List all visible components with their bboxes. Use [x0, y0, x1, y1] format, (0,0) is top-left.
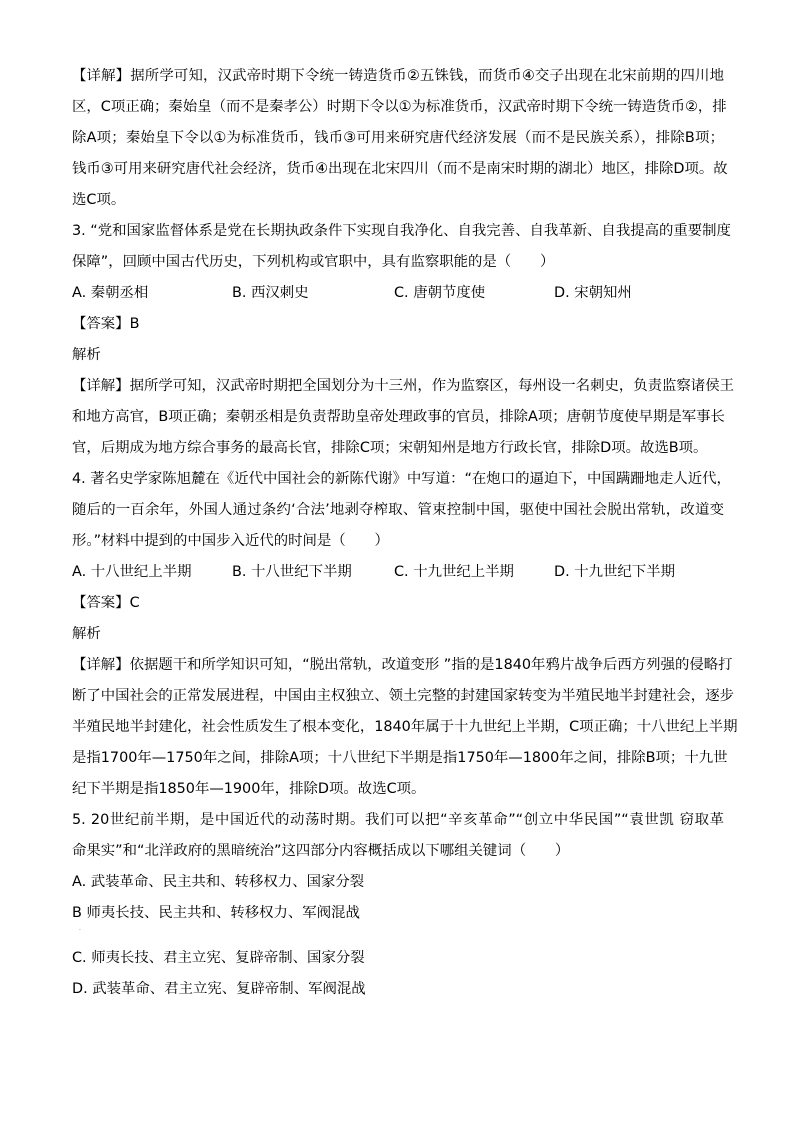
- q3-stem-line-1: 3. “党和国家监督体系是党在长期执政条件下实现自我净化、自我完善、自我革新、自我提高的重要制度: [72, 223, 731, 239]
- q2-explanation-line-5: 选C项。: [72, 192, 126, 208]
- q2-explanation-line-4: 钱币③可用来研究唐代社会经济，货币④出现在北宋四川（而不是南宋时期的湖北）地区，排除D项。故: [72, 161, 728, 177]
- q4-stem-line-3: 形。”材料中提到的中国步入近代的时间是（ ）: [72, 533, 389, 549]
- q4-options: [72, 562, 712, 582]
- q4-answer: 【答案】C: [72, 595, 140, 611]
- q5-option-b: B 师夷长技、民主共和、转移权力、军阀混战: [72, 905, 360, 921]
- q3-analysis-heading: 解析: [72, 347, 101, 363]
- q5-option-d: D. 武装革命、君主立宪、复辟帝制、军阀混战: [72, 981, 366, 997]
- q4-analysis-heading: 解析: [72, 626, 101, 642]
- q4-option-d: D. 十九世纪下半期: [554, 564, 675, 580]
- q4-option-a: A. 十八世纪上半期: [72, 564, 192, 580]
- q4-option-b: B. 十八世纪下半期: [232, 564, 352, 580]
- q4-explanation-line-4: 是指1700年—1750年之间，排除A项；十八世纪下半期是指1750年—1800年之间，排除B项；十九世: [72, 750, 728, 766]
- q2-explanation-line-2: 区，C项正确；秦始皇（而不是秦孝公）时期下令以①为标准货币，汉武帝时期下令统一铸造货币②，排: [72, 99, 727, 115]
- q3-option-b: B. 西汉刺史: [232, 285, 309, 301]
- stray-mark: ·: [79, 927, 81, 934]
- q3-explanation-line-2: 和地方高官，B项正确；秦朝丞相是负责帮助皇帝处理政事的官员，排除A项；唐朝节度使早期是军事长: [72, 409, 725, 425]
- q4-explanation-line-3: 半殖民地半封建化，社会性质发生了根本变化，1840年属于十九世纪上半期，C项正确；十八世纪上半期: [72, 719, 738, 735]
- q5-stem-line-1: 5. 20世纪前半期，是中国近代的动荡时期。我们可以把“辛亥革命”“创立中华民国”“袁世凯 窃取革: [72, 812, 724, 828]
- q4-option-c: C. 十九世纪上半期: [394, 564, 514, 580]
- q3-option-c: C. 唐朝节度使: [394, 285, 486, 301]
- q3-stem-line-2: 保障”，回顾中国古代历史，下列机构或官职中，具有监察职能的是（ ）: [72, 254, 555, 270]
- q3-explanation-line-1: 【详解】据所学可知，汉武帝时期把全国划分为十三州，作为监察区，每州设一名刺史，负责监察诸侯王: [72, 378, 734, 394]
- q5-option-a: A. 武装革命、民主共和、转移权力、国家分裂: [72, 874, 365, 890]
- q4-stem-line-2: 随后的一百余年，外国人通过条约‘合法’地剥夺榨取、管束控制中国，驱使中国社会脱出常轨，改道变: [72, 502, 724, 518]
- q2-explanation-line-1: 【详解】据所学可知，汉武帝时期下令统一铸造货币②五铢钱，而货币④交子出现在北宋前期的四川地: [72, 68, 724, 84]
- q5-stem-line-2: 命果实”和“北洋政府的黑暗统治”这四部分内容概括成以下哪组关键词（ ）: [72, 843, 570, 859]
- q3-options: [72, 283, 712, 303]
- q3-option-d: D. 宋朝知州: [554, 285, 632, 301]
- q5-option-c: C. 师夷长技、君主立宪、复辟帝制、国家分裂: [72, 950, 365, 966]
- q4-explanation-line-1: 【详解】依据题干和所学知识可知，“脱出常轨，改道变形 ”指的是1840年鸦片战争后西方列强的侵略打: [72, 657, 733, 673]
- q4-explanation-line-5: 纪下半期是指1850年—1900年，排除D项。故选C项。: [72, 781, 426, 797]
- q3-option-a: A. 秦朝丞相: [72, 285, 149, 301]
- q4-explanation-line-2: 断了中国社会的正常发展进程，中国由主权独立、领土完整的封建国家转变为半殖民地半封建社会，逐步: [72, 688, 734, 704]
- q2-explanation-line-3: 除A项；秦始皇下令以①为标准货币，钱币③可用来研究唐代经济发展（而不是民族关系），排除B项；: [72, 130, 724, 146]
- q4-stem-line-1: 4. 著名史学家陈旭麓在《近代中国社会的新陈代谢》中写道：“在炮口的逼迫下，中国蹒跚地走人近代，: [72, 471, 731, 487]
- q3-answer: 【答案】B: [72, 316, 140, 332]
- q3-explanation-line-3: 官，后期成为地方综合事务的最高长官，排除C项；宋朝知州是地方行政长官，排除D项。故选B项。: [72, 440, 708, 456]
